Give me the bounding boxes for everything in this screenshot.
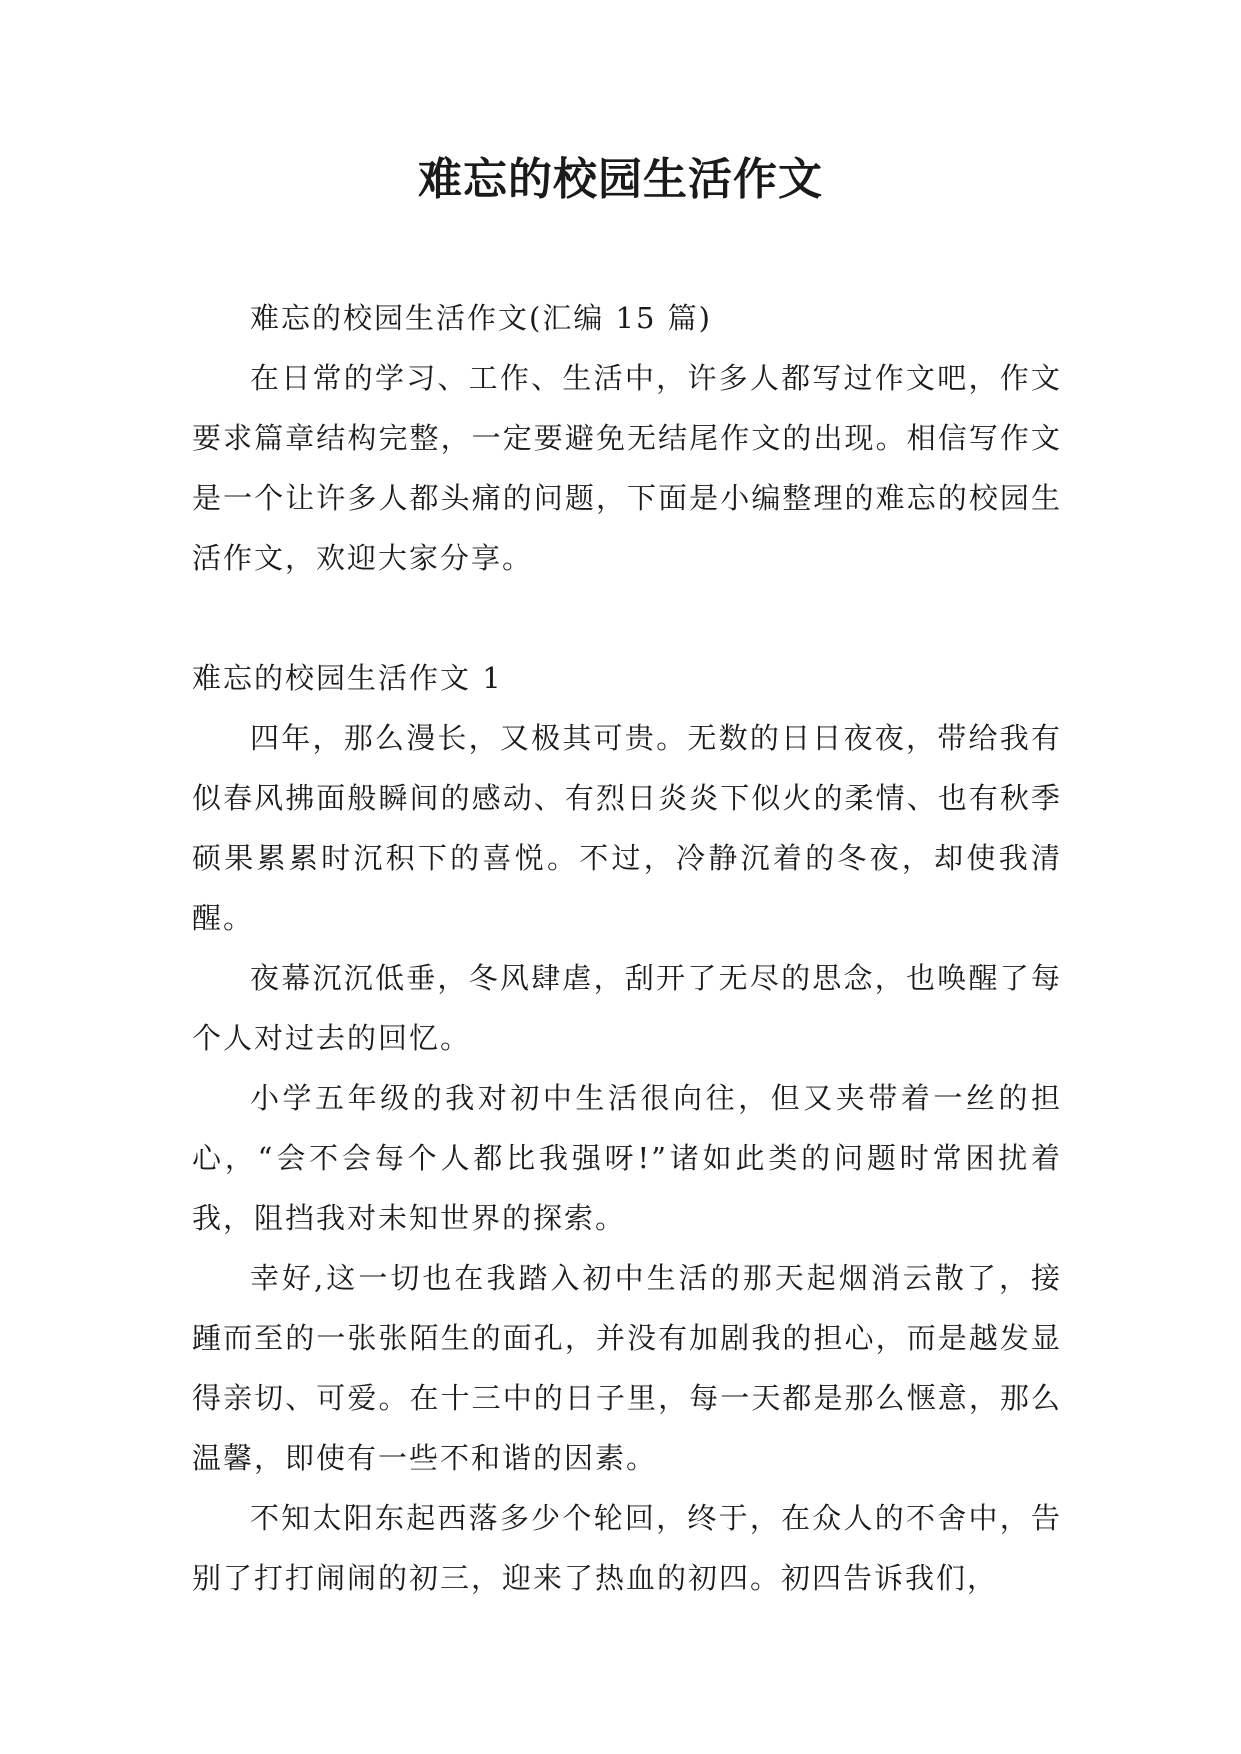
section-heading: 难忘的校园生活作文 1 — [192, 661, 503, 695]
body-paragraph: 小学五年级的我对初中生活很向往，但又夹带着一丝的担心，“会不会每个人都比我强呀!”诸如此类的问题时常困扰着我，阻挡我对未知世界的探索。 — [192, 1081, 1062, 1235]
document-title: 难忘的校园生活作文 — [418, 154, 823, 205]
body-paragraph: 幸好,这一切也在我踏入初中生活的那天起烟消云散了，接踵而至的一张张陌生的面孔，并没有加剧我的担心，而是越发显得亲切、可爱。在十三中的日子里，每一天都是那么惬意，那么温馨，即使有一些不和谐的因素。 — [192, 1261, 1062, 1475]
body-paragraph: 夜幕沉沉低垂，冬风肆虐，刮开了无尽的思念，也唤醒了每个人对过去的回忆。 — [192, 961, 1062, 1055]
intro-heading: 难忘的校园生活作文(汇编 15 篇) — [250, 301, 712, 335]
body-paragraph: 不知太阳东起西落多少个轮回，终于，在众人的不舍中，告别了打打闹闹的初三，迎来了热血的初四。初四告诉我们， — [192, 1501, 1062, 1595]
document-body — [192, 288, 1062, 1608]
intro-paragraph: 在日常的学习、工作、生活中，许多人都写过作文吧，作文要求篇章结构完整，一定要避免无结尾作文的出现。相信写作文是一个让许多人都头痛的问题，下面是小编整理的难忘的校园生活作文，欢迎大家分享。 — [192, 361, 1062, 575]
body-paragraph: 四年，那么漫长，又极其可贵。无数的日日夜夜，带给我有似春风拂面般瞬间的感动、有烈日炎炎下似火的柔情、也有秋季硕果累累时沉积下的喜悦。不过，冷静沉着的冬夜，却使我清醒。 — [192, 721, 1062, 935]
